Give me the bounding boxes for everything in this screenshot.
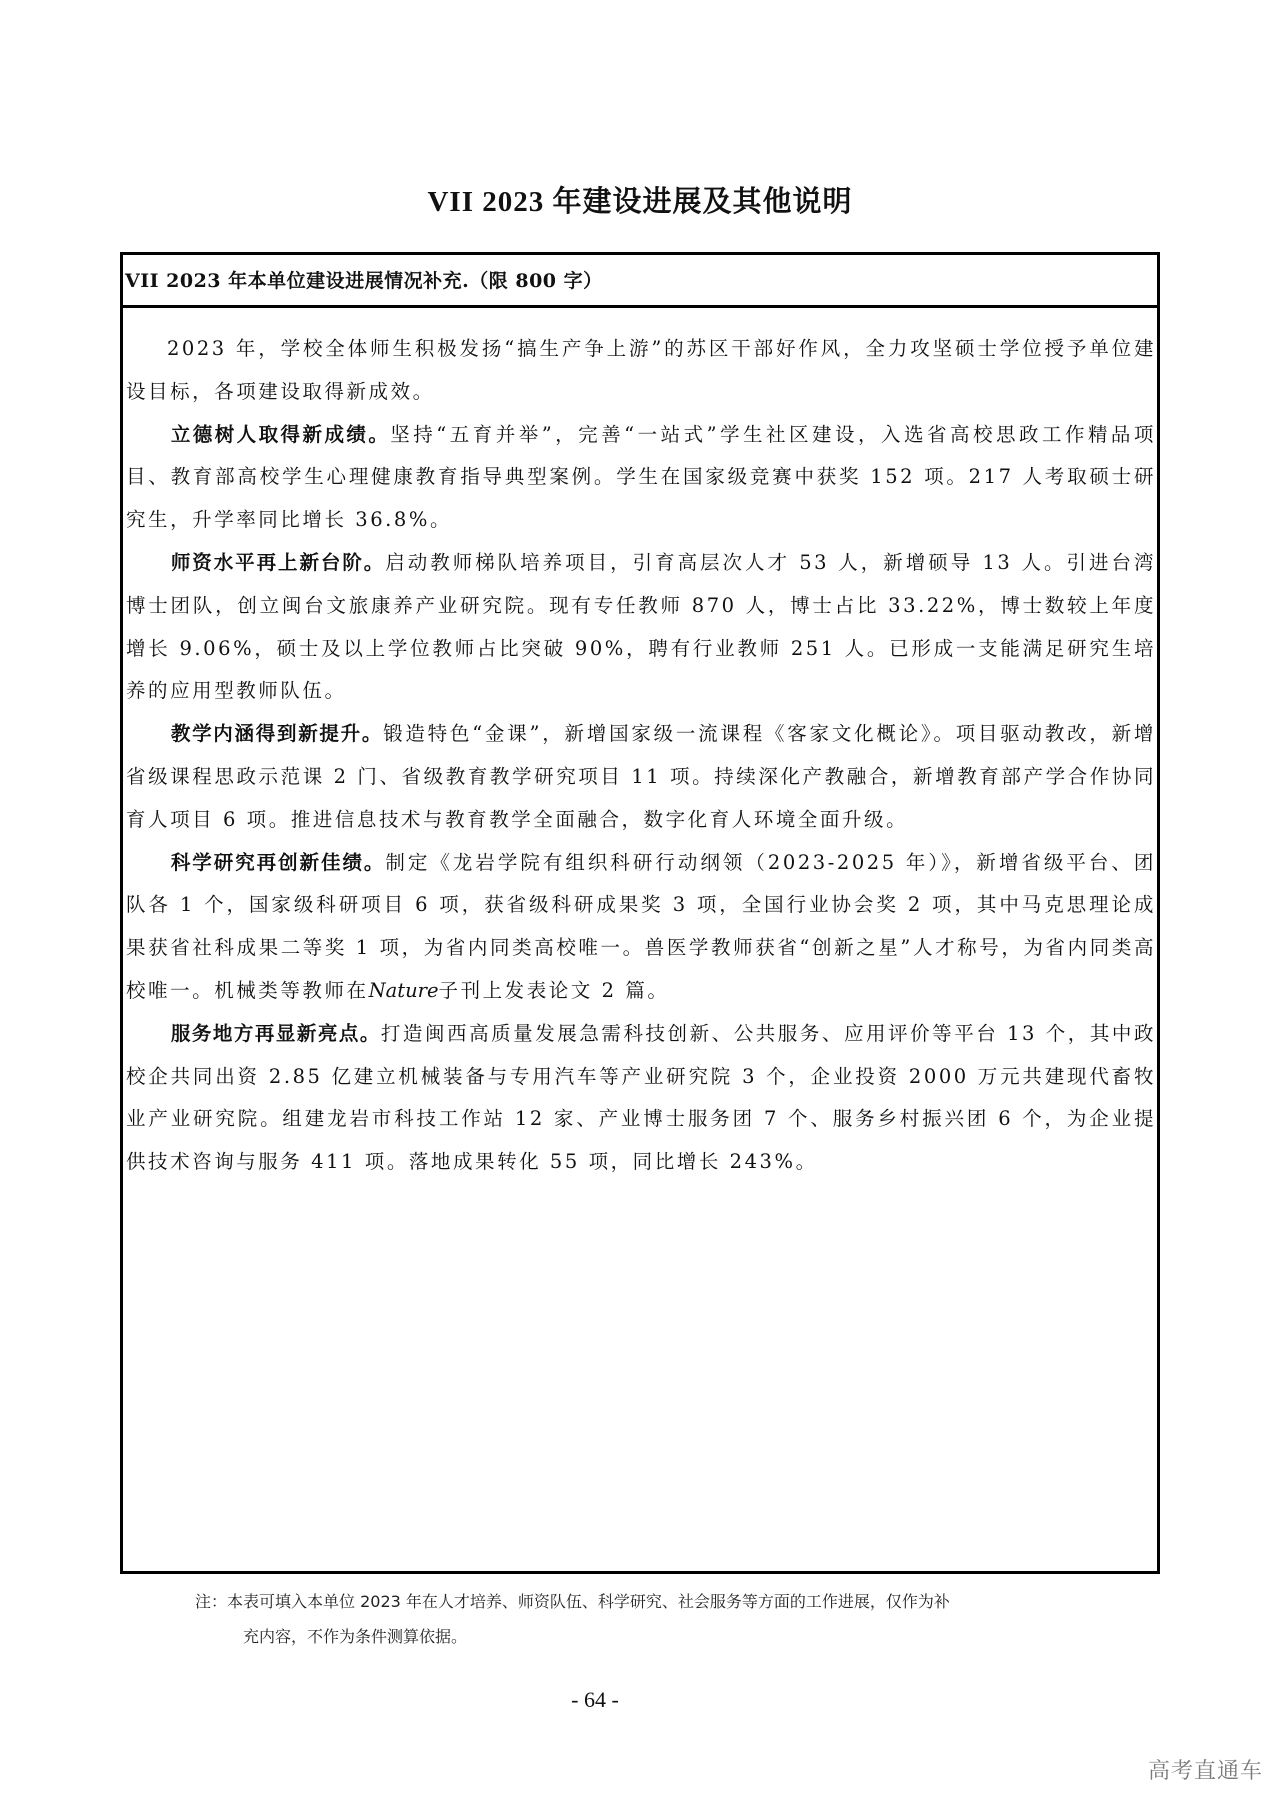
paragraph-text: 2023 年，学校全体师生积极发扬“搞生产争上游”的苏区干部好作风，全力攻坚硕士学位授予单位建设目标，各项建设取得新成效。 [126,337,1156,403]
page-title: VII 2023 年建设进展及其他说明 [427,186,853,218]
journal-name: Nature [368,978,439,1002]
footnote-line-1: 注：本表可填入本单位 2023 年在人才培养、师资队伍、科学研究、社会服务等方面的工作进展，仅作为补 [195,1592,950,1611]
paragraph-text: 锻造特色“金课”，新增国家级一流课程《客家文化概论》。项目驱动教改，新增省级课程思政示范课 2 门、省级教育教学研究项目 11 项。持续深化产教融合，新增教育部产学合作协同育人项目 6 项。推进信息技术与教育教学全面融合，数字化育人环境全面升级。 [126,722,1156,831]
paragraph-local-service [126,1013,1156,1184]
paragraph-text: 制定《龙岩学院有组织科研行动纲领（2023-2025 年）》，新增省级平台、团队各 1 个，国家级科研项目 6 项，获省级科研成果奖 3 项，全国行业协会奖 2 项，其中马克思理论成果获省社科成果二等奖 1 项，为省内同类高校唯一。兽医学教师获省“创新之星”人才称号，为省内同类高校唯一。机械类等教师在 [126,850,1156,1002]
paragraph-heading: 科学研究再创新佳绩。 [170,850,386,874]
paragraph-text: 启动教师梯队培养项目，引育高层次人才 53 人，新增硕导 13 人。引进台湾博士团队，创立闽台文旅康养产业研究院。现有专任教师 870 人，博士占比 33.22%，博士数较上年度增长 9.06%，硕士及以上学位教师占比突破 90%，聘有行业教师 251 人。已形成一支能满足研究生培养的应用型教师队伍。 [126,550,1156,703]
table-header-label: VII 2023 年本单位建设进展情况补充.（限 800 字） [125,270,603,292]
paragraph-teaching [126,713,1156,841]
page-number: - 64 - [571,1687,619,1712]
paragraph-faculty [126,542,1156,713]
paragraph-heading: 师资水平再上新台阶。 [170,550,386,574]
footnote-line-2: 充内容，不作为条件测算依据。 [243,1627,468,1646]
table-body [126,328,1156,1184]
table-header-row [123,255,1157,308]
paragraph-text-tail: 子刊上发表论文 2 篇。 [438,978,670,1002]
footnote [195,1584,1095,1654]
paragraph-text: 打造闽西高质量发展急需科技创新、公共服务、应用评价等平台 13 个，其中政校企共同出资 2.85 亿建立机械装备与专用汽车等产业研究院 3 个，企业投资 2000 万元共建现代畜牧业产业研究院。组建龙岩市科技工作站 12 家、产业博士服务团 7 个、服务乡村振兴团 6 个，为企业提供技术咨询与服务 411 项。落地成果转化 55 项，同比增长 243%。 [126,1021,1156,1174]
paragraph-heading: 教学内涵得到新提升。 [170,722,384,746]
paragraph-moral-education [126,414,1156,542]
paragraph-heading: 服务地方再显新亮点。 [170,1021,381,1045]
paragraph-text: 坚持“五育并举”，完善“一站式”学生社区建设，入选省高校思政工作精品项目、教育部高校学生心理健康教育指导典型案例。学生在国家级竞赛中获奖 152 项。217 人考取硕士研究生，升学率同比增长 36.8%。 [126,422,1156,532]
watermark-text: 高考直通车 [1148,1759,1264,1784]
paragraph-heading: 立德树人取得新成绩。 [170,422,391,446]
paragraph-intro [126,328,1156,414]
progress-table [120,252,1160,1574]
paragraph-research [126,842,1156,1013]
